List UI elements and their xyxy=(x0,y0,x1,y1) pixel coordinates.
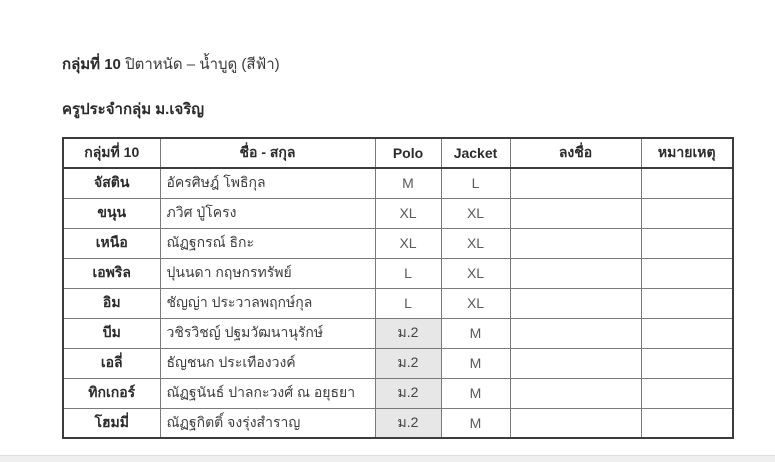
cell-polo-size: ม.2 xyxy=(375,348,441,378)
cell-remark xyxy=(641,318,733,348)
table-row xyxy=(63,378,733,408)
cell-remark xyxy=(641,258,733,288)
cell-remark xyxy=(641,228,733,258)
cell-jacket-size: M xyxy=(441,318,510,348)
window-bottom-strip xyxy=(0,455,775,462)
roster-table xyxy=(62,137,734,439)
table-row xyxy=(63,168,733,198)
cell-remark xyxy=(641,198,733,228)
header-group: กลุ่มที่ 10 xyxy=(63,138,160,168)
table-row xyxy=(63,408,733,438)
cell-signature xyxy=(510,348,641,378)
cell-nickname: โฮมมี่ xyxy=(63,408,160,438)
cell-fullname: ชัญญ่า ประวาลพฤกษ์กุล xyxy=(160,288,375,318)
cell-jacket-size: XL xyxy=(441,228,510,258)
cell-polo-size: ม.2 xyxy=(375,378,441,408)
cell-polo-size: XL xyxy=(375,228,441,258)
cell-polo-size: L xyxy=(375,288,441,318)
cell-jacket-size: M xyxy=(441,348,510,378)
cell-fullname: ธัญชนก ประเทืองวงค์ xyxy=(160,348,375,378)
cell-polo-size: L xyxy=(375,258,441,288)
table-row xyxy=(63,228,733,258)
header-polo: Polo xyxy=(375,138,441,168)
cell-fullname: ณัฏฐกิตติ์ จงรุ่งสำราญ xyxy=(160,408,375,438)
cell-jacket-size: XL xyxy=(441,288,510,318)
header-name: ชื่อ - สกุล xyxy=(160,138,375,168)
cell-signature xyxy=(510,288,641,318)
cell-nickname: เอลี่ xyxy=(63,348,160,378)
cell-signature xyxy=(510,408,641,438)
header-row xyxy=(63,138,733,168)
group-title-number: กลุ่มที่ 10 xyxy=(62,56,121,73)
header-sign: ลงชื่อ xyxy=(510,138,641,168)
cell-polo-size: M xyxy=(375,168,441,198)
cell-jacket-size: M xyxy=(441,408,510,438)
cell-signature xyxy=(510,378,641,408)
cell-fullname: ณัฏฐนันธ์ ปาลกะวงศ์ ณ อยุธยา xyxy=(160,378,375,408)
group-title xyxy=(62,52,280,76)
cell-polo-size: ม.2 xyxy=(375,408,441,438)
cell-jacket-size: XL xyxy=(441,258,510,288)
cell-nickname: อิม xyxy=(63,288,160,318)
cell-signature xyxy=(510,258,641,288)
cell-polo-size: ม.2 xyxy=(375,318,441,348)
cell-nickname: เอพริล xyxy=(63,258,160,288)
cell-remark xyxy=(641,288,733,318)
teacher-subtitle: ครูประจำกลุ่ม ม.เจริญ xyxy=(62,101,205,118)
group-title-name: ปิตาหนัด – น้ำบูดู (สีฟ้า) xyxy=(120,56,280,73)
cell-nickname: บีม xyxy=(63,318,160,348)
table-row xyxy=(63,288,733,318)
cell-jacket-size: M xyxy=(441,378,510,408)
cell-signature xyxy=(510,318,641,348)
cell-fullname: ณัฏฐกรณ์ ธิกะ xyxy=(160,228,375,258)
cell-remark xyxy=(641,348,733,378)
cell-signature xyxy=(510,168,641,198)
roster-table-header xyxy=(63,138,733,168)
cell-fullname: ปุนนดา กฤษกรทรัพย์ xyxy=(160,258,375,288)
cell-signature xyxy=(510,228,641,258)
cell-nickname: เหนือ xyxy=(63,228,160,258)
cell-remark xyxy=(641,168,733,198)
cell-fullname: ภวิศ ปู่โครง xyxy=(160,198,375,228)
cell-jacket-size: L xyxy=(441,168,510,198)
cell-signature xyxy=(510,198,641,228)
roster-table-body xyxy=(63,168,733,438)
cell-remark xyxy=(641,408,733,438)
cell-nickname: ทิกเกอร์ xyxy=(63,378,160,408)
header-note: หมายเหตุ xyxy=(641,138,733,168)
cell-fullname: วชิรวิชญ์ ปฐมวัฒนานุรักษ์ xyxy=(160,318,375,348)
table-row xyxy=(63,258,733,288)
cell-polo-size: XL xyxy=(375,198,441,228)
cell-jacket-size: XL xyxy=(441,198,510,228)
table-row xyxy=(63,198,733,228)
cell-remark xyxy=(641,378,733,408)
cell-nickname: ขนุน xyxy=(63,198,160,228)
table-row xyxy=(63,348,733,378)
cell-nickname: จัสติน xyxy=(63,168,160,198)
header-jacket: Jacket xyxy=(441,138,510,168)
cell-fullname: อัครศิษฎ์ โพธิกุล xyxy=(160,168,375,198)
table-row xyxy=(63,318,733,348)
